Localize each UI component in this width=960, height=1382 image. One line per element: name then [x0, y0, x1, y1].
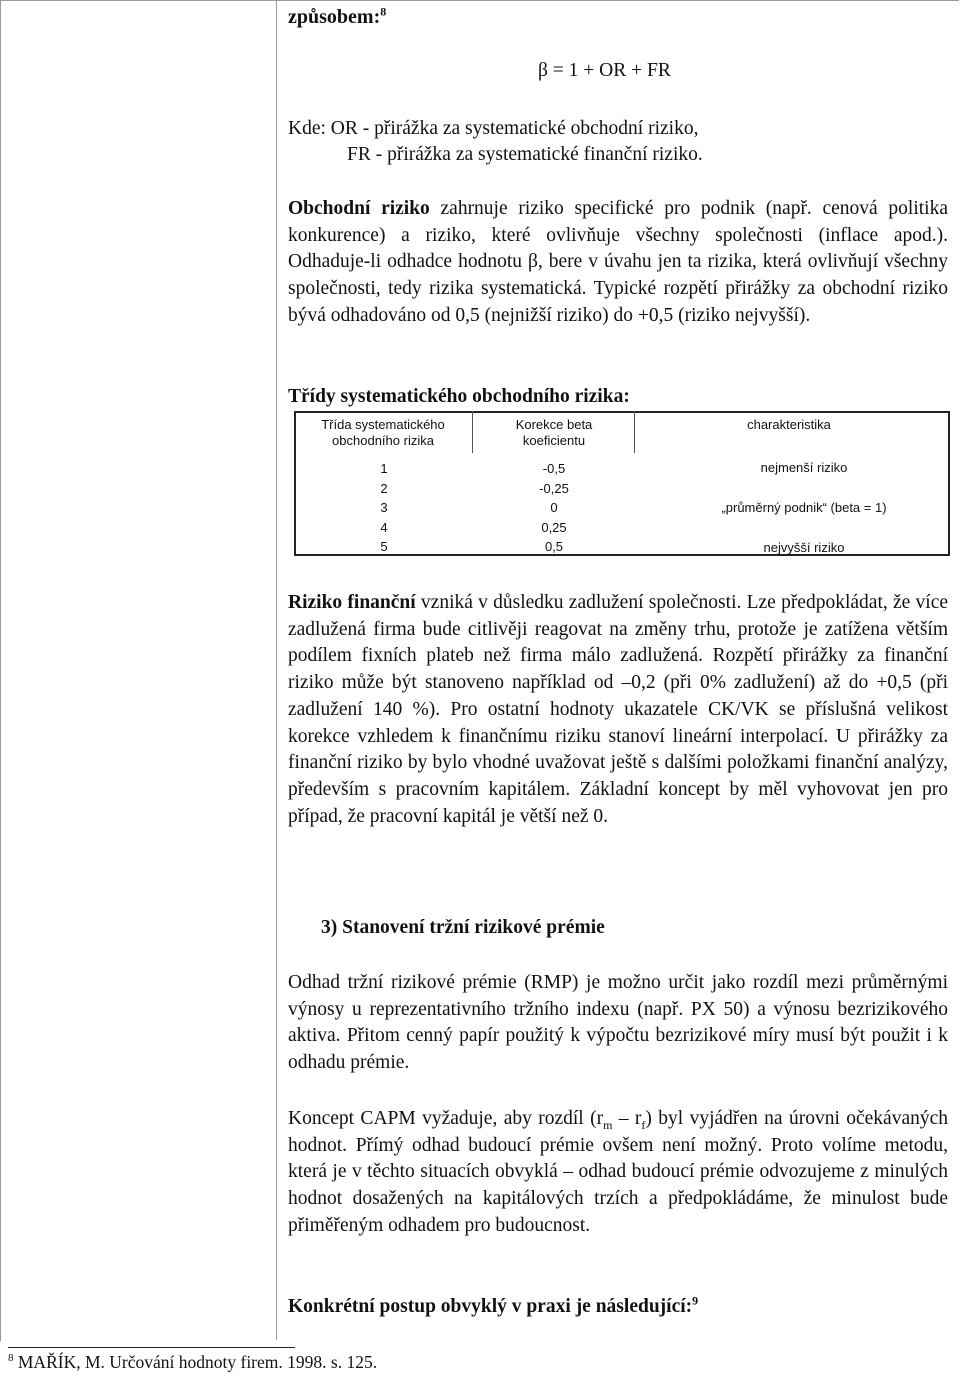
table-header-class: Třída systematického obchodního rizika — [321, 417, 445, 448]
table-cell — [684, 451, 924, 459]
formula-legend-line2: FR - přirážka za systematické finanční riziko. — [347, 144, 703, 165]
risk-classes-heading: Třídy systematického obchodního rizika: — [288, 386, 630, 407]
footnote-ref: 8 — [380, 4, 387, 19]
table-column-class — [354, 459, 414, 557]
footnote: $^8$ MAŘÍK, M. Určování hodnoty firem. 1998. s. 125. — [8, 1352, 378, 1372]
footnote-separator — [8, 1347, 295, 1348]
table-cell: -0,5 — [542, 461, 566, 476]
formula-legend-line1: Kde: OR - přirážka za systematické obchodní riziko, — [288, 118, 699, 139]
paragraph-market-premium: Odhad tržní rizikové prémie (RMP) je možno určit jako rozdíl mezi průměrnými výnosy u reprezentativního tržního indexu (např. PX 50) a výnosu bezrizikového aktiva. Přitom cenný papír použitý k výpočtu bezrizikové míry musí být použit i k odhadu prémie. — [288, 972, 948, 1074]
beta-formula: β = 1 + OR + FR — [538, 60, 671, 81]
table-cell: 5 — [380, 539, 388, 554]
table-cell: -0,25 — [539, 480, 569, 496]
table-cell: 0 — [550, 500, 558, 515]
footnote-ref: 9 — [692, 1293, 699, 1308]
table-cell: „průměrný podnik“ (beta = 1) — [721, 500, 887, 515]
table-cell: 4 — [380, 519, 388, 535]
table-cell: 2 — [380, 480, 388, 496]
column-divider — [276, 0, 277, 1340]
paragraph-business-risk: Obchodní riziko zahrnuje riziko specifické pro podnik (např. cenová politika konkurence) a riziko, které ovlivňuje všechny společnosti (inflace apod.). Odhaduje-li odhadce hodnotu β, bere v úvahu jen ta rizika, která ovlivňují všechny společnosti, tedy rizika systematická. Typické rozpětí přirážky za obchodní riziko bývá odhadováno od 0,5 (nejnižší riziko) do +0,5 (riziko nejvyšší). — [288, 198, 948, 326]
section-3-heading: 3) Stanovení tržní rizikové prémie — [321, 917, 605, 938]
table-column-correction — [519, 459, 589, 557]
table-cell: 0,25 — [541, 519, 567, 535]
procedure-heading: Konkrétní postup obvyklý v praxi je následující:$^9$ — [288, 1293, 699, 1317]
paragraph-financial-risk: Riziko finanční vzniká v důsledku zadlužení společnosti. Lze předpokládat, že více zadlužená firma bude citlivěji reagovat na změny trhu, protože je zatížena větším podílem fixních plateb než firma málo zadlužená. Rozpětí přirážky za finanční riziko může být stanoveno například od –0,2 (při 0% zadlužení) až do +0,5 (při zadlužení 140 %). Pro ostatní hodnoty ukazatele CK/VK se příslušná velikost korekce vzhledem k finančnímu riziku stanoví lineární interpolací. U přirážky za finanční riziko by bylo vhodné uvažovat ještě s dalšími položkami finanční analýzy, především s pracovním kapitálem. Základní koncept by měl vyhovovat jen pro případ, že pracovní kapitál je větší než 0. — [288, 592, 949, 827]
table-cell: 3 — [380, 500, 388, 515]
table-cell: 1 — [380, 461, 388, 476]
risk-classes-table — [294, 411, 950, 556]
table-header-characteristic: charakteristika — [747, 417, 831, 432]
section-heading: způsobem:$^8$ — [288, 4, 387, 28]
table-cell: 0,5 — [544, 539, 564, 554]
table-header-correction: Korekce beta koeficientu — [515, 417, 593, 448]
table-column-characteristic — [684, 451, 924, 557]
table-cell: nejmenší riziko — [760, 460, 848, 475]
table-cell: nejvyšší riziko — [763, 540, 845, 555]
paragraph-capm: Koncept CAPM vyžaduje, aby rozdíl $(r_m - r_f)$ byl vyjádřen na úrovni očekávaných hodnot. Přímý odhad budoucí prémie ovšem není možný. Proto volíme metodu, která je v těchto situacích obvyklá – odhad budoucí prémie odvozujeme z minulých hodnot dosažených na kapitálových trzích a předpokládáme, že minulost bude přiměřeným odhadem pro budoucnost. — [288, 1108, 949, 1236]
